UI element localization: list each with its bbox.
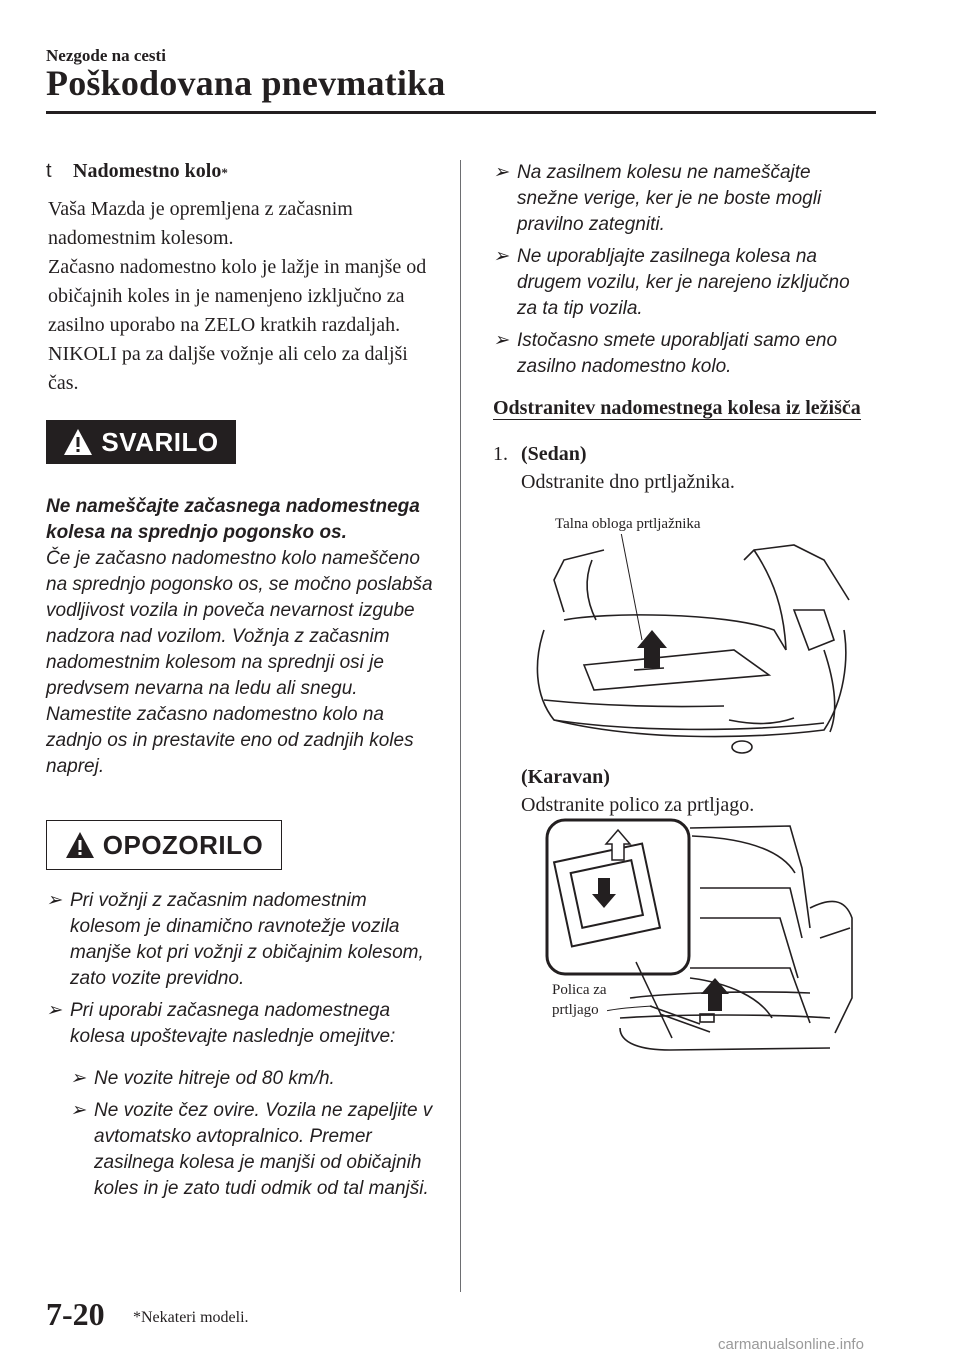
triangle-right-icon: ➢ (46, 1000, 62, 1021)
sub-heading-text: Nadomestno kolo (73, 160, 222, 182)
section-bullet: t (46, 160, 52, 182)
triangle-right-icon: ➢ (70, 1068, 86, 1089)
warning-bold-text: Ne nameščajte začasnega nadomestnega kolesa na sprednjo pogonsko os. (46, 496, 420, 543)
triangle-right-icon: ➢ (46, 890, 62, 911)
left-column (46, 160, 441, 1208)
right-column (493, 160, 873, 496)
caution-list (46, 888, 441, 1050)
triangle-right-icon: ➢ (493, 330, 509, 351)
footnote: *Nekateri modeli. (133, 1309, 249, 1326)
sub-heading (46, 160, 441, 183)
section-label: Nezgode na cesti (46, 46, 166, 65)
section-title: Odstranitev nadomestnega kolesa iz ležišča (493, 397, 861, 419)
triangle-right-icon: ➢ (493, 162, 509, 183)
intro-text (48, 195, 441, 398)
list-item: ➢ Na zasilnem kolesu ne nameščajte snežne verige, ker je ne boste mogli pravilno zategniti. (493, 162, 822, 235)
triangle-right-icon: ➢ (70, 1100, 86, 1121)
triangle-right-icon: ➢ (493, 246, 509, 267)
list-item: ➢ Pri uporabi začasnega nadomestnega kolesa upoštevajte naslednje omejitve: (46, 1000, 396, 1047)
list-item: ➢ Ne vozite čez ovire. Vozila ne zapeljite v avtomatsko avtopralnico. Premer zasilnega kolesa je manjši od običajnih koles in je zato tudi odmik od tal manjši. (70, 1100, 433, 1199)
sedan-instruction: Odstranite dno prtljažnika. (521, 471, 735, 493)
wagon-step (521, 763, 754, 819)
wagon-figure-caption: Polica za prtljago (552, 982, 607, 1018)
intro-paragraph: Vaša Mazda je opremljena z začasnim nadomestnim kolesom. (48, 198, 353, 249)
page-number: 7-20 (46, 1296, 105, 1332)
caution-sub-list (70, 1066, 441, 1202)
caution-text (46, 888, 441, 1202)
wagon-instruction: Odstranite polico za prtljago. (521, 794, 755, 816)
watermark: carmanualsonline.info (718, 1336, 864, 1353)
warning-body-text: Če je začasno nadomestno kolo nameščeno na sprednjo pogonsko os, se močno poslabša vodljivost vozila in poveča nevarnost izgube nadzora nad vozilom. Vožnja z začasnim nadomestnim kolesom na sprednji osi je predvsem nevarna na ledu ali snegu. Namestite začasno nadomestno kolo na zadnjo os in prestavite eno od zadnjih koles naprej. (46, 548, 433, 777)
sedan-figure-caption: Talna obloga prtljažnika (555, 516, 701, 532)
warning-label: SVARILO (101, 426, 219, 457)
step-body (521, 440, 873, 496)
title-rule (46, 111, 876, 114)
warning-text (46, 494, 441, 780)
list-item: ➢ Ne vozite hitreje od 80 km/h. (70, 1066, 441, 1092)
wagon-cargo-illustration (540, 818, 854, 1056)
footnote-marker: * (221, 165, 228, 180)
column-divider (460, 160, 461, 1292)
list-item: ➢ Pri vožnji z začasnim nadomestnim kolesom je dinamično ravnotežje vozila manjše kot pri vožnji z običajnim kolesom, zato vozite previdno. (46, 890, 424, 989)
warning-triangle-icon (65, 831, 95, 859)
sedan-label: (Sedan) (521, 443, 587, 465)
sedan-trunk-illustration (524, 520, 854, 780)
caution-list-continued (493, 160, 873, 380)
warning-badge (46, 420, 236, 464)
step-1 (493, 440, 873, 496)
intro-paragraph: Začasno nadomestno kolo je lažje in manjše od običajnih koles in je namenjeno izključno za zasilno uporabo na ZELO kratkih razdaljah. NIKOLI pa za daljše vožnje ali celo za daljši čas. (48, 256, 427, 394)
page-title: Poškodovana pnevmatika (46, 63, 446, 103)
list-item: ➢ Istočasno smete uporabljati samo eno zasilno nadomestno kolo. (493, 330, 838, 377)
caution-badge (46, 820, 282, 870)
warning-triangle-icon (63, 428, 93, 456)
wagon-label: (Karavan) (521, 766, 610, 788)
caution-label: OPOZORILO (102, 829, 264, 860)
step-number: 1. (493, 443, 508, 465)
list-item: ➢ Ne uporabljajte zasilnega kolesa na drugem vozilu, ker je narejeno izključno za ta tip vozila. (493, 246, 850, 319)
